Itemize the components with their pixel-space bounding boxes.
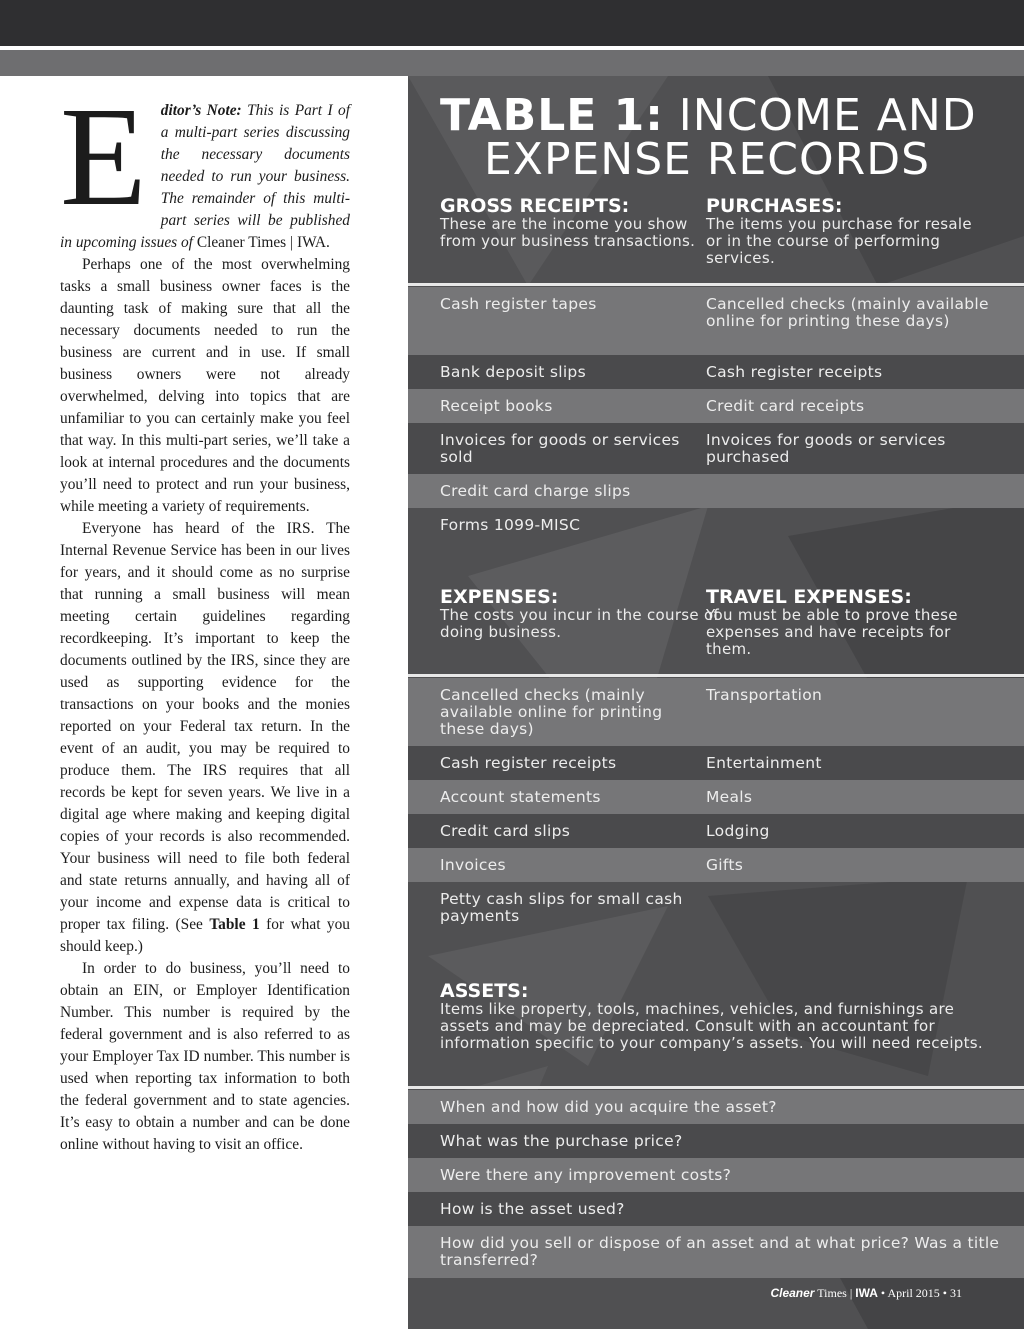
footer-issue: • April 2015 • 31 bbox=[877, 1286, 962, 1300]
row-cell: When and how did you acquire the asset? bbox=[440, 1098, 777, 1116]
travel-expenses-desc: You must be able to prove these expenses and have receipts for them. bbox=[706, 606, 958, 658]
row-cell-left: Invoices bbox=[440, 856, 506, 874]
table-row bbox=[408, 814, 1024, 848]
row-cell-left: Cash register receipts bbox=[440, 754, 617, 772]
table-title-line1: INCOME AND bbox=[663, 90, 977, 141]
footer-brand-times: Times | bbox=[814, 1286, 856, 1300]
table-row bbox=[408, 780, 1024, 814]
row-cell-left: Bank deposit slips bbox=[440, 363, 586, 381]
table-row bbox=[408, 848, 1024, 882]
paragraph-2-end: for what you should keep.) bbox=[60, 916, 351, 955]
row-cell-left: Petty cash slips for small cash payments bbox=[440, 890, 683, 925]
row-cell-left: Receipt books bbox=[440, 397, 553, 415]
row-cell: How is the asset used? bbox=[440, 1200, 625, 1218]
article-paragraph-3: In order to do business, you’ll need to obtain an EIN, or Employer Identification Number. This number is required by the federal government and is also referred to as your Employer Tax ID number. This number is used when reporting tax information to both the federal government and to state agencies. It’s easy to obtain a number and can be done online without having to visit an office. bbox=[60, 960, 350, 1153]
row-cell-right: Lodging bbox=[706, 822, 770, 840]
expenses-desc: The costs you incur in the course of doing business. bbox=[440, 606, 720, 641]
footer-iwa: IWA bbox=[855, 1286, 878, 1300]
editors-note-text: This is Part I of a multi-part series discussing the necessary documents needed to run your business. The remainder of this multi-part series will be published in upcoming issues of bbox=[60, 102, 350, 251]
section-divider bbox=[408, 1086, 1024, 1089]
purchases-desc: The items you purchase for resale or in the course of performing services. bbox=[706, 215, 972, 267]
table-title-line2: EXPENSE RECORDS bbox=[484, 134, 931, 185]
table-row bbox=[408, 678, 1024, 746]
purchases-heading: PURCHASES: bbox=[706, 195, 843, 217]
row-cell-right: Transportation bbox=[706, 686, 823, 704]
row-cell-left: Cancelled checks (mainly available online for printing these days) bbox=[440, 686, 663, 738]
table-row bbox=[408, 1124, 1024, 1158]
row-cell: How did you sell or dispose of an asset and at what price? Was a title transferred? bbox=[440, 1234, 1000, 1269]
drop-cap: E bbox=[60, 77, 147, 235]
editors-note-label: ditor’s Note: bbox=[160, 102, 242, 119]
article-paragraph-1: Perhaps one of the most overwhelming tasks a small business owner faces is the daunting task of making sure that all the necessary documents needed to run the business are current and in use. If small business owners were not already overwhelmed, delving into topics that are unfamiliar to you can certainly make you feel that way. In this multi-part series, we’ll take a look at internal procedures and the documents you’ll need to protect and run your business, while meeting a variety of requirements. bbox=[60, 256, 350, 515]
row-cell-right: Cash register receipts bbox=[706, 363, 883, 381]
row-cell-left: Forms 1099-MISC bbox=[440, 516, 581, 534]
travel-expenses-heading: TRAVEL EXPENSES: bbox=[706, 586, 912, 608]
assets-section bbox=[440, 981, 1000, 1052]
row-cell: Were there any improvement costs? bbox=[440, 1166, 732, 1184]
row-cell-right: Cancelled checks (mainly available online for printing these days) bbox=[706, 295, 989, 330]
editors-note-end: . bbox=[326, 234, 330, 251]
section-divider bbox=[408, 674, 1024, 677]
page-footer bbox=[770, 1286, 962, 1301]
row-cell-right: Gifts bbox=[706, 856, 744, 874]
footer-brand: Cleaner bbox=[770, 1286, 815, 1300]
table-panel bbox=[408, 76, 1024, 1329]
table-title-bold: TABLE 1: bbox=[440, 90, 664, 141]
row-cell-left: Invoices for goods or services sold bbox=[440, 431, 680, 466]
row-cell-right: Credit card receipts bbox=[706, 397, 865, 415]
row-cell-left: Cash register tapes bbox=[440, 295, 597, 313]
gross-receipts-heading: GROSS RECEIPTS: bbox=[440, 195, 630, 217]
table-row bbox=[408, 1192, 1024, 1226]
purchases-section bbox=[706, 196, 986, 267]
row-cell-left: Account statements bbox=[440, 788, 601, 806]
row-cell-right: Meals bbox=[706, 788, 753, 806]
article-column bbox=[60, 77, 351, 1156]
header-band bbox=[0, 50, 1024, 76]
article-paragraph-2 bbox=[60, 518, 350, 958]
table-row bbox=[408, 1158, 1024, 1192]
paragraph-2-text: Everyone has heard of the IRS. The Internal Revenue Service has been in our lives for years, and it should come as no surprise that running a small business will mean meeting certain guidelines regarding recordkeeping. It’s important to keep the documents outlined by the IRS, since they are used as supporting evidence for the transactions on your books and the monies reported on your Federal tax return. In the event of an audit, you may be required to produce them. The IRS requires that all records be kept for seven years. We live in a digital age where making and keeping digital copies of your records is also recommended. Your business will need to file both federal and state returns annually, and having all of your income and expense data is critical to proper tax filing. (See bbox=[60, 520, 350, 933]
row-cell-right: Entertainment bbox=[706, 754, 822, 772]
row-cell-left: Credit card charge slips bbox=[440, 482, 631, 500]
expenses-section bbox=[440, 587, 720, 641]
table-row bbox=[408, 1226, 1024, 1278]
table-row bbox=[408, 746, 1024, 780]
table-row bbox=[408, 355, 1024, 389]
table-row bbox=[408, 508, 1024, 542]
row-cell-right: Invoices for goods or services purchased bbox=[706, 431, 946, 466]
table-row bbox=[408, 389, 1024, 423]
gross-receipts-desc: These are the income you show from your business transactions. bbox=[440, 215, 696, 250]
row-cell-left: Credit card slips bbox=[440, 822, 571, 840]
table-reference: Table 1 bbox=[209, 916, 260, 933]
table-title bbox=[440, 90, 1020, 185]
travel-expenses-section bbox=[706, 587, 986, 658]
section-divider bbox=[408, 283, 1024, 286]
table-row bbox=[408, 287, 1024, 355]
top-bar bbox=[0, 0, 1024, 46]
assets-heading: ASSETS: bbox=[440, 980, 529, 1002]
table-row bbox=[408, 882, 1024, 933]
assets-desc: Items like property, tools, machines, vehicles, and furnishings are assets and may be depreciated. Consult with an accountant for information specific to your company’s assets. You will need receipts. bbox=[440, 1000, 983, 1052]
table-row bbox=[408, 474, 1024, 508]
table-row bbox=[408, 1090, 1024, 1124]
expenses-heading: EXPENSES: bbox=[440, 586, 559, 608]
gross-receipts-section bbox=[440, 196, 720, 250]
publication-name: Cleaner Times | IWA bbox=[196, 234, 327, 251]
row-cell: What was the purchase price? bbox=[440, 1132, 683, 1150]
table-row bbox=[408, 423, 1024, 474]
